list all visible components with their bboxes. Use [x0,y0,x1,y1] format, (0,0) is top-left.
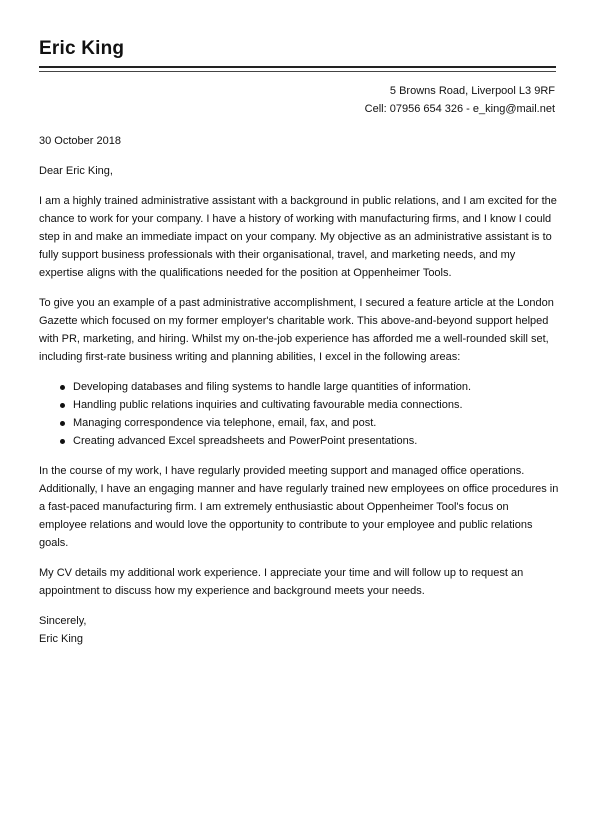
paragraph-2: To give you an example of a past administrative accomplishment, I secured a feature article at the London Gazette which focused on my former employer's charitable work. This above-and-beyond support helped with PR, marketing, and hiring. Whilst my on-the-job experience has afforded me a well-rounded skill set, including first-rate business writing and planning abilities, I excel in the following areas: [39,297,554,363]
list-item-text: Handling public relations inquiries and cultivating favourable media connections. [73,399,463,411]
list-item-text: Managing correspondence via telephone, email, fax, and post. [73,417,377,429]
list-item-text: Creating advanced Excel spreadsheets and PowerPoint presentations. [73,435,418,447]
list-item [73,432,559,450]
bullet-icon [60,439,65,444]
paragraph-4: My CV details my additional work experience. I appreciate your time and will follow up to request an appointment to discuss how my experience and background meets your needs. [39,567,524,597]
address-line: 5 Browns Road, Liverpool L3 9RF [389,85,555,97]
contact-block [365,82,555,118]
paragraph-3: In the course of my work, I have regularly provided meeting support and managed office operations. Additionally, I have an engaging manner and have regularly trained new employees on office procedures in a fast-paced manufacturing firm. I am extremely enthusiastic about Oppenheimer Tool's focus on employee relations and would love the opportunity to contribute to your employee and public relations goals. [39,465,559,549]
bullet-icon [60,421,65,426]
letter-date: 30 October 2018 [39,135,121,147]
signature-name: Eric King [39,633,84,645]
salutation: Dear Eric King, [39,165,113,177]
bullet-icon [60,403,65,408]
skills-list [39,378,559,450]
letter-body [39,132,559,648]
closing-block [39,612,559,648]
phone-email-line: Cell: 07956 654 326 - e_king@mail.net [364,103,555,115]
list-item [73,396,559,414]
list-item [73,414,559,432]
applicant-name: Eric King [39,38,125,59]
paragraph-1: I am a highly trained administrative assistant with a background in public relations, and I am excited for the chance to work for your company. I have a history of working with manufacturing firms, and I know I could step in and make an immediate impact on your company. My objective as an administrative assistant is to fully support business professionals with their organisational, travel, and marketing needs, and my expertise aligns with the qualifications needed for the position at Oppenheimer Tools. [39,195,557,279]
header-rule-thick [39,66,556,68]
list-item-text: Developing databases and filing systems to handle large quantities of information. [73,381,472,393]
closing-phrase: Sincerely, [39,615,87,627]
list-item [73,378,559,396]
header-rule-thin [39,71,556,72]
bullet-icon [60,385,65,390]
